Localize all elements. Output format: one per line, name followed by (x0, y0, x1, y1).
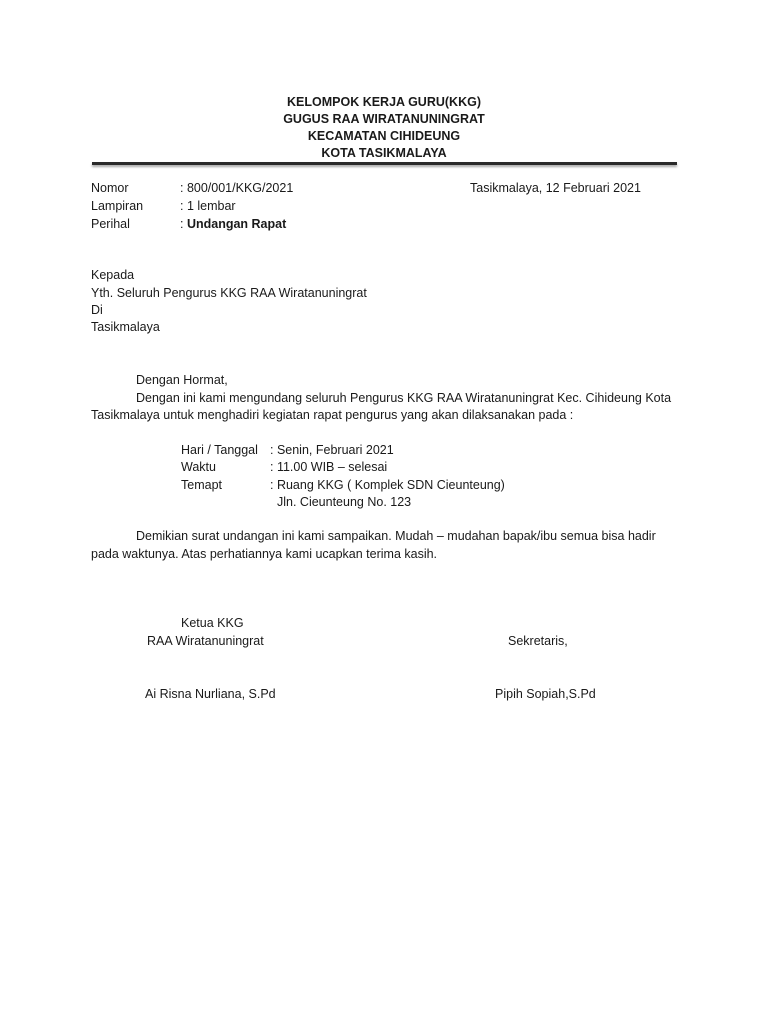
perihal-row (180, 216, 286, 233)
recipient-kepada: Kepada (91, 268, 135, 282)
perihal-label: Perihal (91, 217, 130, 231)
intro-line-1: Dengan ini kami mengundang seluruh Pengurus KKG RAA Wiratanuningrat Kec. Cihideung Kota (136, 391, 672, 405)
greeting: Dengan Hormat, (136, 373, 228, 387)
letterhead-line-4: KOTA TASIKMALAYA (321, 146, 447, 160)
perihal-colon: : (180, 217, 187, 231)
closing-line-2: pada waktunya. Atas perhatiannya kami ucapkan terima kasih. (91, 547, 438, 561)
letterhead-line-1: KELOMPOK KERJA GURU(KKG) (287, 95, 481, 109)
event-place-label: Temapt (181, 478, 222, 492)
event-day-label: Hari / Tanggal (181, 443, 258, 457)
recipient-di: Di (91, 303, 103, 317)
signature-right-title: Sekretaris, (508, 634, 568, 648)
event-place-address: Jln. Cieunteung No. 123 (277, 495, 412, 509)
closing-line-1: Demikian surat undangan ini kami sampaikan. Mudah – mudahan bapak/ibu semua bisa hadir (136, 529, 656, 543)
nomor-label: Nomor (91, 181, 129, 195)
letterhead-divider (92, 162, 677, 165)
event-time-label: Waktu (181, 460, 216, 474)
lampiran-value: : 1 lembar (180, 199, 236, 213)
recipient-city: Tasikmalaya (91, 320, 160, 334)
signature-left-title-2: RAA Wiratanuningrat (147, 634, 264, 648)
nomor-value: : 800/001/KKG/2021 (180, 181, 294, 195)
event-time-value: : 11.00 WIB – selesai (270, 460, 388, 474)
event-day-value: : Senin, Februari 2021 (270, 443, 394, 457)
letterhead-line-3: KECAMATAN CIHIDEUNG (307, 129, 461, 143)
signature-right-name: Pipih Sopiah,S.Pd (495, 687, 596, 701)
signature-left-title-1: Ketua KKG (181, 616, 244, 630)
event-place-value: : Ruang KKG ( Komplek SDN Cieunteung) (270, 478, 505, 492)
letterhead-line-2: GUGUS RAA WIRATANUNINGRAT (283, 112, 485, 126)
lampiran-label: Lampiran (91, 199, 144, 213)
intro-line-2: Tasikmalaya untuk menghadiri kegiatan rapat pengurus yang akan dilaksanakan pada : (91, 408, 574, 422)
place-date: Tasikmalaya, 12 Februari 2021 (470, 181, 641, 195)
recipient-name: Yth. Seluruh Pengurus KKG RAA Wiratanuningrat (91, 286, 367, 300)
perihal-value: Undangan Rapat (186, 217, 287, 231)
signature-left-name: Ai Risna Nurliana, S.Pd (145, 687, 276, 701)
